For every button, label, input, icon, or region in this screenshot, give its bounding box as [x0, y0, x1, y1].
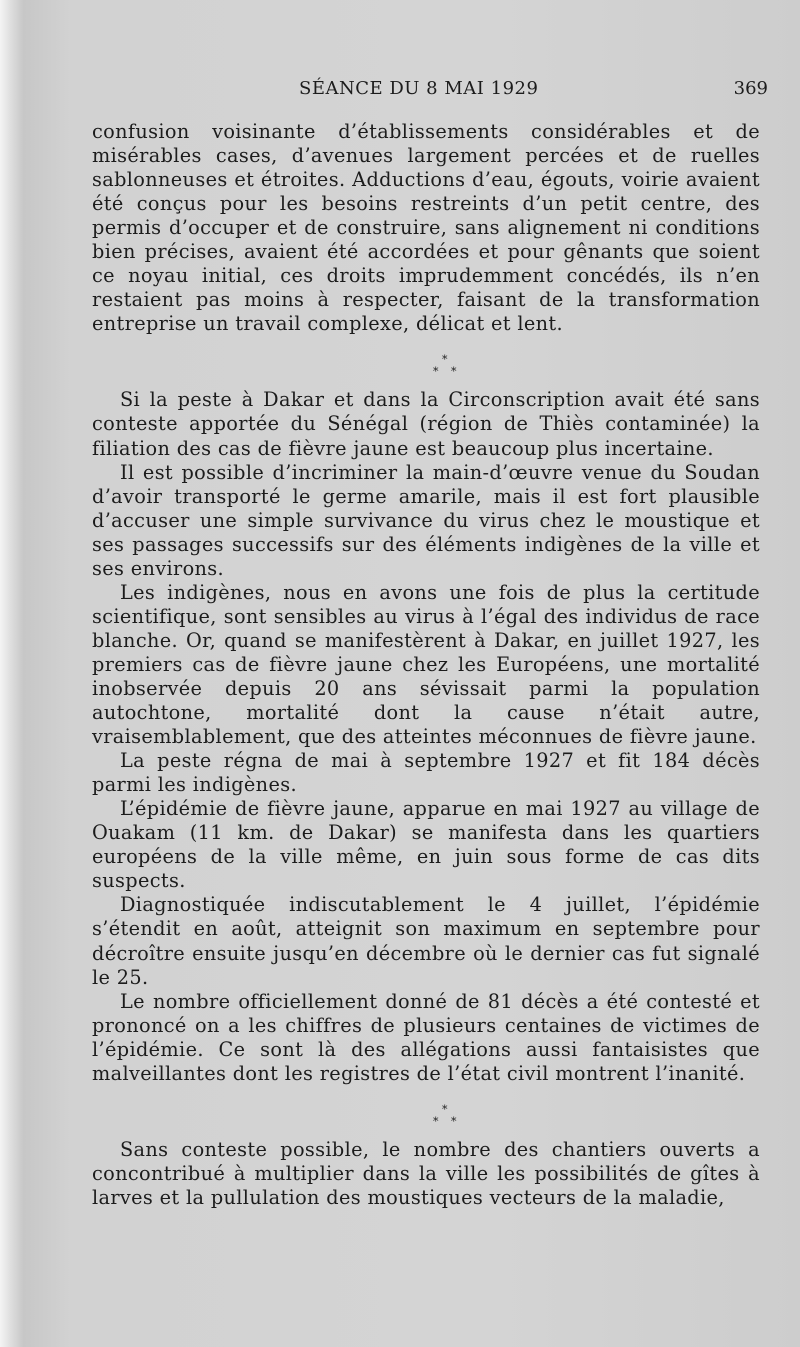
paragraph-9: Sans conteste possible, le nombre des chantiers ouverts a concontribué à multiplier dans la ville les possibilités de gîtes à larves et la pullulation des moustiques vecteurs de la maladie, — [92, 1137, 760, 1209]
page-number: 369 — [733, 78, 768, 99]
paragraph-1: confusion voisinante d’établissements considérables et de misérables cases, d’avenues largement percées et de ruelles sablonneuses et étroites. Adductions d’eau, égouts, voirie avaient été conçus pour les besoins restreints d’un petit centre, des permis d’occuper et de construire, sans alignement ni conditions bien précises, avaient été accordées et pour gênants que soient ce noyau initial, ces droits imprudemment concédés, ils n’en restaient pas moins à respecter, faisant de la transformation entreprise un travail complexe, délicat et lent. — [92, 120, 760, 336]
separator-star-left: * — [433, 1114, 439, 1128]
paragraph-7: Diagnostiquée indiscutablement le 4 juillet, l’épidémie s’étendit en août, atteignit son maximum en septembre pour décroître ensuite jusqu’en décembre où le dernier cas fut signalé le 25. — [92, 893, 760, 989]
separator-star-left: * — [433, 365, 439, 379]
separator-star-right: * — [451, 365, 457, 379]
paragraph-4: Les indigènes, nous en avons une fois de plus la certitude scientifique, sont sensibles au virus à l’égal des individus de race blanche. Or, quand se manifestèrent à Dakar, en juillet 1927, les premiers cas de fièvre jaune chez les Européens, une mortalité inobservée depuis 20 ans sévissait parmi la population autochtone, mortalité dont la cause n’était autre, vraisemblablement, que des atteintes méconnues de fièvre jaune. — [92, 580, 760, 749]
paragraph-2: Si la peste à Dakar et dans la Circonscription avait été sans conteste apportée du Sénégal (région de Thiès contaminée) la filiation des cas de fièvre jaune est beaucoup plus incertaine. — [92, 388, 760, 460]
running-head: SÉANCE DU 8 MAI 1929 — [299, 78, 539, 99]
separator-star-top: * — [442, 1102, 448, 1116]
paragraph-6: L’épidémie de fièvre jaune, apparue en mai 1927 au village de Ouakam (11 km. de Dakar) se manifesta dans les quartiers européens de la ville même, en juin sous forme de cas dits suspects. — [92, 797, 760, 893]
paragraph-8: Le nombre officiellement donné de 81 décès a été contesté et prononcé on a les chiffres de plusieurs centaines de victimes de l’épidémie. Ce sont là des allégations aussi fantaisistes que malveillantes dont les registres de l’état civil montrent l’inanité. — [92, 989, 760, 1085]
section-separator — [92, 336, 760, 388]
scanned-page — [24, 0, 800, 1347]
page-header — [24, 78, 800, 106]
book-left-edge — [0, 0, 24, 1347]
separator-star-right: * — [451, 1114, 457, 1128]
paragraph-5: La peste régna de mai à septembre 1927 et fit 184 décès parmi les indigènes. — [92, 749, 760, 797]
separator-star-top: * — [442, 353, 448, 367]
paragraph-3: Il est possible d’incriminer la main-d’œuvre venue du Soudan d’avoir transporté le germe amarile, mais il est fort plausible d’accuser une simple survivance du virus chez le moustique et ses passages successifs sur des éléments indigènes de la ville et ses environs. — [92, 460, 760, 580]
body-text — [92, 120, 760, 1210]
section-separator — [92, 1086, 760, 1138]
